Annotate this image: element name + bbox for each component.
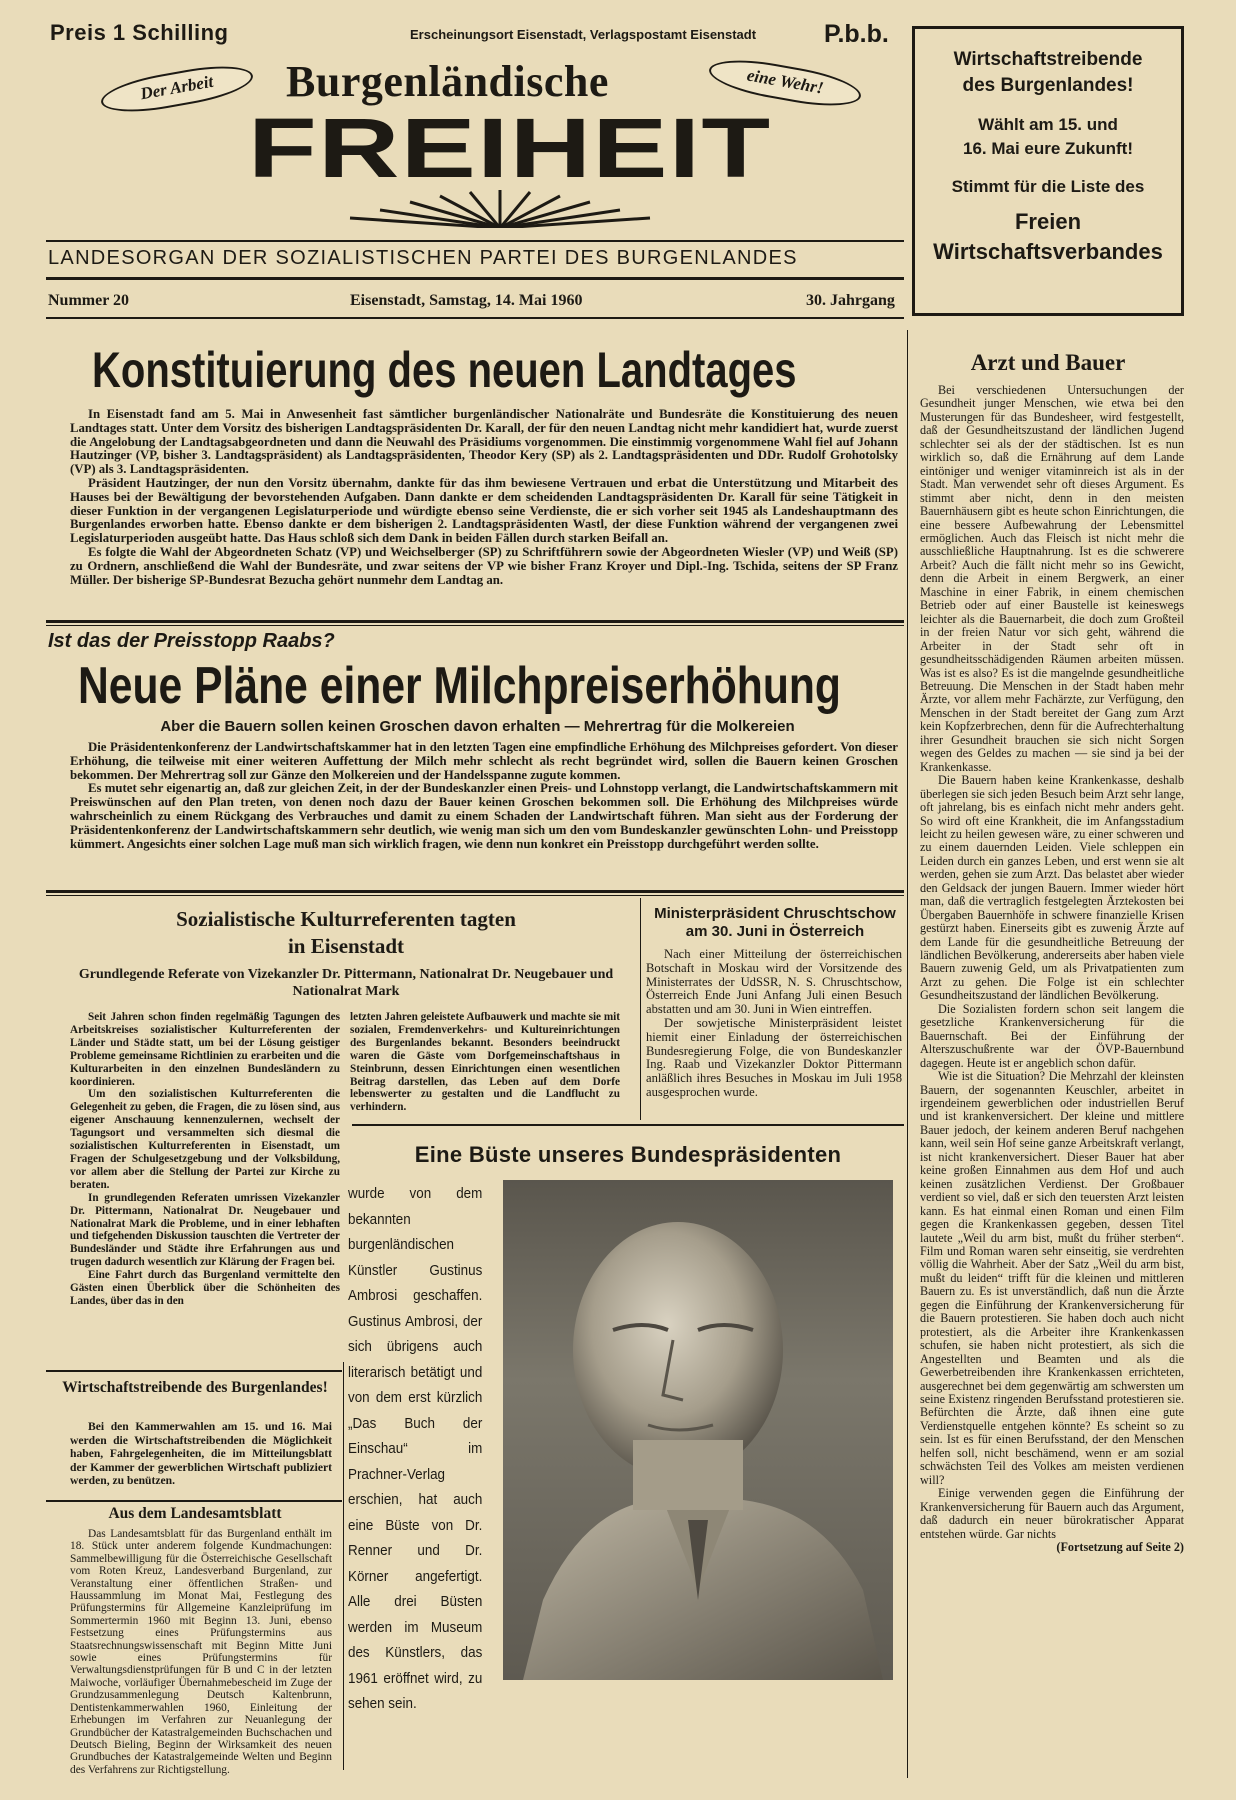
issue-number: Nummer 20 [48, 292, 130, 309]
article3-headline-line1: Sozialistische Kulturreferenten tagten [176, 907, 516, 931]
article2-rule [46, 890, 904, 896]
ad-line6: Freien [1014, 209, 1082, 234]
article4-headline-line1: Ministerpräsident Chruschtschow [654, 905, 896, 922]
article7-caption: wurde von dem bekannten burgenländischen Künstler Gustinus Ambrosi geschaffen. Gustinus Ambrosi, der sich übrigens auch literarisch betätigt und von dem erst kürzlich „Das Buch der Einschau“ im Prachner-Verlag erschien, hat auch eine Büste von Dr. Renner und Dr. Körner angefertigt. Alle drei Büsten werden im Museum des Künstlers, das 1961 eröffnet wird, zu sehen sein. [348, 1186, 483, 1712]
article3-col1-p3: In grundlegenden Referaten umrissen Vizekanzler Dr. Pittermann, Nationalrat Dr. Neugebauer und Nationalrat Mark die Probleme, und in einer lebhaften und tiefgehenden Diskussion tauschten die Vertreter der Bundesländer und Städte ihre Erfahrungen aus und trugen dadurch wesentlich zur Klärung der Fragen bei. [70, 1191, 340, 1269]
article4-p1: Nach einer Mitteilung der österreichischen Botschaft in Moskau wird der Vorsitzende des Ministerrates der UdSSR, N. S. Chruschtschow, Österreich Ende Juni Anfang Juli einen Besuch abstatten und am 30. Juni in Wien eintreffen. [646, 947, 902, 1017]
article8-headline: Arzt und Bauer [970, 350, 1126, 375]
pbb-label: P.b.b. [824, 20, 889, 48]
ad-line7: Wirtschaftsverbandes [933, 239, 1163, 264]
article2-kicker: Ist das der Preisstopp Raabs? [48, 630, 335, 652]
article8-body [920, 384, 1184, 1554]
article4-body [646, 948, 902, 1100]
banner-right-text: eine Wehr! [745, 65, 825, 98]
article7-rule [352, 1124, 904, 1126]
ad-line5: Stimmt für die Liste des [951, 177, 1145, 196]
article3-col1 [70, 1011, 340, 1308]
article3-col2 [350, 1011, 620, 1114]
bust-photo [503, 1180, 893, 1680]
article3-col1-p2: Um den sozialistischen Kulturreferenten die Gelegenheit zu geben, die Fragen, die zu lösen sind, aus eigener Anschauung kennenzulernen, wechselt der Tagungsort und versammelten sich diesmal die sozialistischen Kulturreferenten in Eisenstadt, um Fragen der Schulgesetzgebung und der Volksbildung, vor allem aber die Stellung der Partei zur Kirche zu beraten. [70, 1088, 340, 1191]
article4-p2: Der sowjetische Ministerpräsident leistet hiemit einer Einladung der österreichischen Bundesregierung Folge, die von Bundeskanzler Ing. Raab und Vizekanzler Doktor Pittermann anläßlich ihres Besuches in Moskau im Juli 1958 ausgesprochen wurde. [646, 1015, 902, 1099]
article8-continuation: (Fortsetzung auf Seite 2) [1056, 1539, 1184, 1554]
masthead-title-main: FREIHEIT [248, 101, 772, 195]
banner-left-ribbon [98, 59, 256, 119]
article2-p1: Die Präsidentenkonferenz der Landwirtschaftskammer hat in den letzten Tagen eine empfindliche Erhöhung des Milchpreises gefordert. Von dieser Erhöhung, die teilweise mit einer weiteren Auffettung der Milch mehr schlecht als recht begründet wird, sollen die Bauern keinen Groschen bekommen. Der Mehrertrag soll zur Gänze den Molkereien und der Handelsspanne zugute kommen. [70, 740, 898, 782]
article8-p1: Bei verschiedenen Untersuchungen der Gesundheit junger Menschen, wie etwa bei den Musterungen für das Bundesheer, wird festgestellt, daß der Gesundheitszustand der ländlichen Jugend schlechter sei als der der städtischen. Ist es nun wirklich so, daß die Ernährung auf dem Lande eintöniger und weniger vitaminreich ist als in der Stadt. Man verwendet sehr oft dieses Argument. Es stimmt aber nicht, denn in den meisten Bauernhäusern gibt es heute schon Einrichtungen, die eine bessere Aufbewahrung der Lebensmittel ermöglichen. Auch das Fleisch ist nicht mehr die ausschließliche Hauptnahrung. Ist es die schwerere Arbeit? Auch die fällt nicht mehr so ins Gewicht, denn die Arbeit in einem Bergwerk, an einer Maschine in einer Fabrik, in einem chemischen Betrieb oder auf einer Baustelle ist keineswegs leichter als die Bauernarbeit, die doch zum Großteil in der freien Natur vor sich geht, während die Arbeiter in der Stadt sehr oft in gesundheitsschädigenden Räumen arbeiten müssen. Was ist es also? Es ist die mangelnde gesundheitliche Betreuung. Die Menschen in der Stadt haben mehr Ärzte, vor allem mehr Fachärzte, zur Verfügung, den Menschen in der Stadt bereitet der Gang zum Arzt kein Kopfzerbrechen, denn für die Aufrechterhaltung ihrer Gesundheit brauchen sie sich nicht Sorgen wegen des Geldes zu machen — sie sind ja bei der Krankenkasse. [920, 383, 1184, 774]
article6-body [70, 1528, 332, 1776]
dateline: Eisenstadt, Samstag, 14. Mai 1960 [350, 292, 583, 309]
article3-col1-p1: Seit Jahren schon finden regelmäßig Tagungen des Arbeitskreises sozialistischer Kulturreferenten der Länder und Städte statt, um bei der Lösung geistiger Probleme gemeinsame Richtlinien zu erarbeiten und die Kulturarbeiten in den einzelnen Bundesländern zu koordinieren. [70, 1011, 340, 1088]
article1-p2: Präsident Hautzinger, der nun den Vorsitz übernahm, dankte für das ihm bewiesene Vertrauen und erbat die Unterstützung und Mitarbeit des Hauses bei der Bewältigung der bevorstehenden Aufgaben. Dann dankte er dem scheidenden Landtagspräsidenten Dr. Karall für seine Tätigkeit in dieser Funktion in der vergangenen Legislaturperiode und würdigte ebenso seine Verdienste, die er sich vorher seit 1945 als Landeshauptmann des Burgenlandes erworben hatte. Ebenso dankte er dem bisherigen 2. Landtagspräsidenten Wastl, der diese Funktion während der vergangenen zwei Legislaturperioden ausgeübt hatte. Das Haus schloß sich dem Dank in beiden Fällen durch starken Beifall an. [70, 475, 898, 546]
article8-p5: Einige verwenden gegen die Einführung der Krankenversicherung für Bauern auch das Argument, daß dadurch ein neuer bürokratischer Apparat entstehen würde. Gar nichts [920, 1486, 1184, 1541]
article2-body [70, 741, 898, 851]
article4-headline [646, 905, 904, 941]
article3-col1-p4: Eine Fahrt durch das Burgenland vermittelte den Gästen einen Überblick über die Schönheiten des Landes, über das in den [70, 1269, 340, 1307]
article1-body [70, 408, 898, 587]
article6-headline: Aus dem Landesamtsblatt [108, 1505, 282, 1522]
dateline-rule [46, 317, 904, 319]
article5-body [70, 1420, 332, 1488]
article2-headline: Neue Pläne einer Milchpreiserhöhung [78, 657, 841, 715]
bust-sculpture-icon [503, 1180, 893, 1680]
article3-col2-p1: letzten Jahren geleistete Aufbauwerk und machte sie mit sozialen, Fremdenverkehrs- und Kultureinrichtungen des Burgenlandes bekannt. Besonders beeindruckt waren die Gäste vom Dorfgemeinschaftshaus in Steinbrunn, dessen Einrichtungen einen wesentlichen Beitrag darstellen, das Leben auf dem Dorfe lebenswerter zu gestalten und die Landflucht zu verhindern. [350, 1011, 620, 1114]
article3-subhead: Grundlegende Referate von Vizekanzler Dr. Pittermann, Nationalrat Dr. Neugebauer und Nationalrat Mark [78, 967, 614, 999]
article3-headline-line2: in Eisenstadt [287, 934, 405, 958]
article1-p3: Es folgte die Wahl der Abgeordneten Schatz (VP) und Weichselberger (SP) zu Schriftführern sowie der Abgeordneten Wiesler (VP) und Weiß (SP) zu Ordnern, anschließend die Wahl der Bundesräte, und zwar seitens der VP wie bisher Franz Kroyer und Dipl.-Ing. Tschida, seitens der SP Franz Müller. Der bisherige SP-Bundesrat Bezucha gehört nunmehr dem Landtag an. [70, 544, 898, 587]
article1-headline: Konstituierung des neuen Landtages [92, 342, 797, 398]
volume-label: 30. Jahrgang [806, 292, 895, 309]
article8-p2: Die Bauern haben keine Krankenkasse, deshalb überlegen sie sich jeden Besuch beim Arzt sehr lange, oft jahrelang, bis es einfach nicht mehr anders geht. So wird oft eine Krankheit, die im Anfangsstadium leicht zu heilen gewesen wäre, zu einer schweren und zu einem dauernden Leiden. Viele schleppen ein Leiden durch ein ganzes Leben, und erst wenn sie alt werden, gehen sie zum Arzt. Das belastet aber wieder den Geldsack der jungen Bauern. Immer wieder hört man, daß die vertraglich festgelegten Ärztekosten bei Übergaben Bauernhöfe in schwere finanzielle Krisen gestürzt haben. Einerseits gibt es zuwenig Ärzte auf dem Lande für die gesundheitliche Betreuung der ländlichen Bevölkerung, andererseits aber haben viele Bauern zuwenig Geld, um als Privatpatienten zum Arzt zu gehen. Die Folge ist ein schlechter Gesundheitszustand der ländlichen Bevölkerung. [920, 773, 1184, 1003]
ad-line3: Wählt am 15. und [978, 115, 1118, 134]
ad-box [912, 26, 1184, 316]
masthead-rule-bottom [46, 277, 904, 280]
banner-left-text: Der Arbeit [138, 71, 215, 104]
article2-p2: Es mutet sehr eigenartig an, daß zur gleichen Zeit, in der der Bundeskanzler einen Preis- und Lohnstopp verlangt, die Landwirtschaftskammern mit Preiswünschen auf den Plan treten, von denen noch dazu der Bauer keinen Groschen bekommen soll. Die Erhöhung des Milchpreises würde wahrscheinlich zu einem Rückgang des Verbrauches und damit zu einem Schaden der Landwirtschaft führen. Man sieht aus der Forderung der Präsidentenkonferenz der Landwirtschaftskammern sehr deutlich, wie wenig man sich um den vom Bundeskanzler gewünschten Lohn- und Preisstopp kümmert. Angesichts einer solchen Lage muß man sich wirklich fragen, wie denn nun konkret ein Preisstopp durchgeführt werden sollte. [70, 781, 898, 851]
masthead-rule-top [46, 240, 904, 242]
article1-rule [46, 620, 904, 626]
article5-headline: Wirtschaftstreibende des Burgenlandes! [62, 1379, 328, 1396]
article6-p1: Das Landesamtsblatt für das Burgenland enthält im 18. Stück unter anderem folgende Kundmachungen: Sammelbewilligung für die Österreichische Gesellschaft vom Roten Kreuz, Landesverband Burgenland, zur Veranstaltung einer öffentlichen Straßen- und Haussammlung im Monat Mai, Festlegung des Prüfungstermins für Allgemeine Kanzleiprüfung im Sommertermin 1960 mit Beginn 13. Juni, ebenso Festsetzung eines Prüfungstermins aus Staatsrechnungswissenschaft mit Beginn Mitte Juni sowie eines Prüfungstermins für Verwaltungsdienstprüfungen für B und C in der letzten Maiwoche, vorläufiger Übernahmebescheid im Zuge der Grundzusammenlegung Deutsch Kaltenbrunn, Dentistenkammerwahlen 1960, Einleitung der Erhebungen im Verfahren zur Neuanlegung der Grundbücher der Katastralgemeinden Buchschachen und Deutsch Bieling, Beginn der Wirksamkeit des neuen Grundbuches der Katastralgemeinde Welten und Beginn des Verfahrens zur Richtigstellung. [70, 1528, 332, 1776]
ad-line2: des Burgenlandes! [962, 75, 1134, 96]
article2-subhead: Aber die Bauern sollen keinen Groschen davon erhalten — Mehrertrag für die Molkereien [160, 718, 795, 735]
masthead-title-top: Burgenländische [286, 57, 609, 106]
article5-rule [46, 1370, 342, 1372]
article5-6-rule [46, 1500, 342, 1502]
ad-line4: 16. Mai eure Zukunft! [962, 139, 1134, 158]
publication-place: Erscheinungsort Eisenstadt, Verlagspostamt Eisenstadt [410, 27, 757, 42]
masthead-subtitle: LANDESORGAN DER SOZIALISTISCHEN PARTEI DES BURGENLANDES [48, 247, 798, 269]
article1-p1: In Eisenstadt fand am 5. Mai in Anwesenheit fast sämtlicher burgenländischer Nationalräte und Bundesräte die Konstituierung des neuen Landtages statt. Unter dem Vorsitz des bisherigen Landtagspräsidenten Dr. Karall, der für den neuen Landtag nicht mehr kandidiert hat, wurde zuerst die Angelobung der Landtagsabgeordneten und dann die Neuwahl des Präsidiums vorgenommen. Die einstimmig vorgenommene Wahl fiel auf Johann Hautzinger (VP, bisher 3. Landtagspräsident) als Landtagspräsidenten, Theodor Kery (SP) als 2. Landtagspräsidenten und DDr. Rudolf Grohotolsky (VP) als 3. Landtagspräsidenten. [70, 407, 898, 477]
article6-divider [343, 1362, 344, 1770]
article7-headline: Eine Büste unseres Bundespräsidenten [414, 1142, 842, 1167]
price-label: Preis 1 Schilling [50, 20, 229, 45]
article8-p3: Die Sozialisten fordern schon seit langem die gesetzliche Krankenversicherung für die Bauernschaft. Bei der Einführung der Alterszuschußrente war der ÖVP-Bauernbund dagegen. Heute ist er angeblich schon dafür. [920, 1001, 1184, 1070]
article3-headline [56, 906, 636, 960]
article4-headline-line2: am 30. Juni in Österreich [685, 923, 865, 940]
article3-4-divider [640, 898, 641, 1120]
article8-p4: Wie ist die Situation? Die Mehrzahl der kleinsten Bauern, der sogenannten Keuschler, arbeitet in irgendeinem gewerblichen oder industriellen Beruf und ist krankenversichert. Der kleine und mittlere Bauer jedoch, der keinem anderen Beruf nachgehen kann, weil sein Hof seine ganze Arbeitskraft verlangt, ist nicht krankenversichert. Dieser Bauer hat aber keine großen Einnahmen aus dem Hof und auch keinen zusätzlichen Verdienst. Der Großbauer verdient so viel, daß er sich den teuersten Arzt leisten kann. Es hat einmal einen Roman und einen Film gegen die Krankenkassen gegeben, dessen Titel lautete „Weil du arm bist, mußt du früher sterben“. Film und Roman waren sehr einseitig, sie verdrehten völlig die Wahrheit. Aber der Satz „Weil du arm bist, mußt du leiden“ trifft für die kleinen und mittleren Bauern zu. Es ist unverständlich, daß nun die Ärzte gegen die Einführung der Krankenversicherung für die Bauern protestieren. Sie haben doch auch nicht protestiert, als die Arbeiter ihre Krankenkassen schufen, sie haben nicht protestiert, als sich die Angestellten und Beamten und als die Gewerbetreibenden ihre Krankenkassen errichteten, ausgerechnet bei dem gegenwärtig am schwersten um seine Existenz ringenden Berufsstand protestieren sie. Befürchten die Ärzte, daß ihnen eine gute Verdienstquelle entgehen könnte? Es scheint so zu sein. Ist es für einen Berufsstand, der den Menschen helfen soll, nicht beschämend, wenn er am sozial schwächsten Teil des Volkes am meisten verdienen will? [920, 1069, 1184, 1487]
ad-line1: Wirtschaftstreibende [953, 49, 1143, 70]
article5-p1: Bei den Kammerwahlen am 15. und 16. Mai werden die Wirtschaftstreibenden die Möglichkeit haben, Fahrgelegenheiten, die im Mitteilungsblatt der Kammer der gewerblichen Wirtschaft publiziert werden, zu benützen. [70, 1420, 332, 1488]
right-column-divider [907, 330, 908, 1778]
